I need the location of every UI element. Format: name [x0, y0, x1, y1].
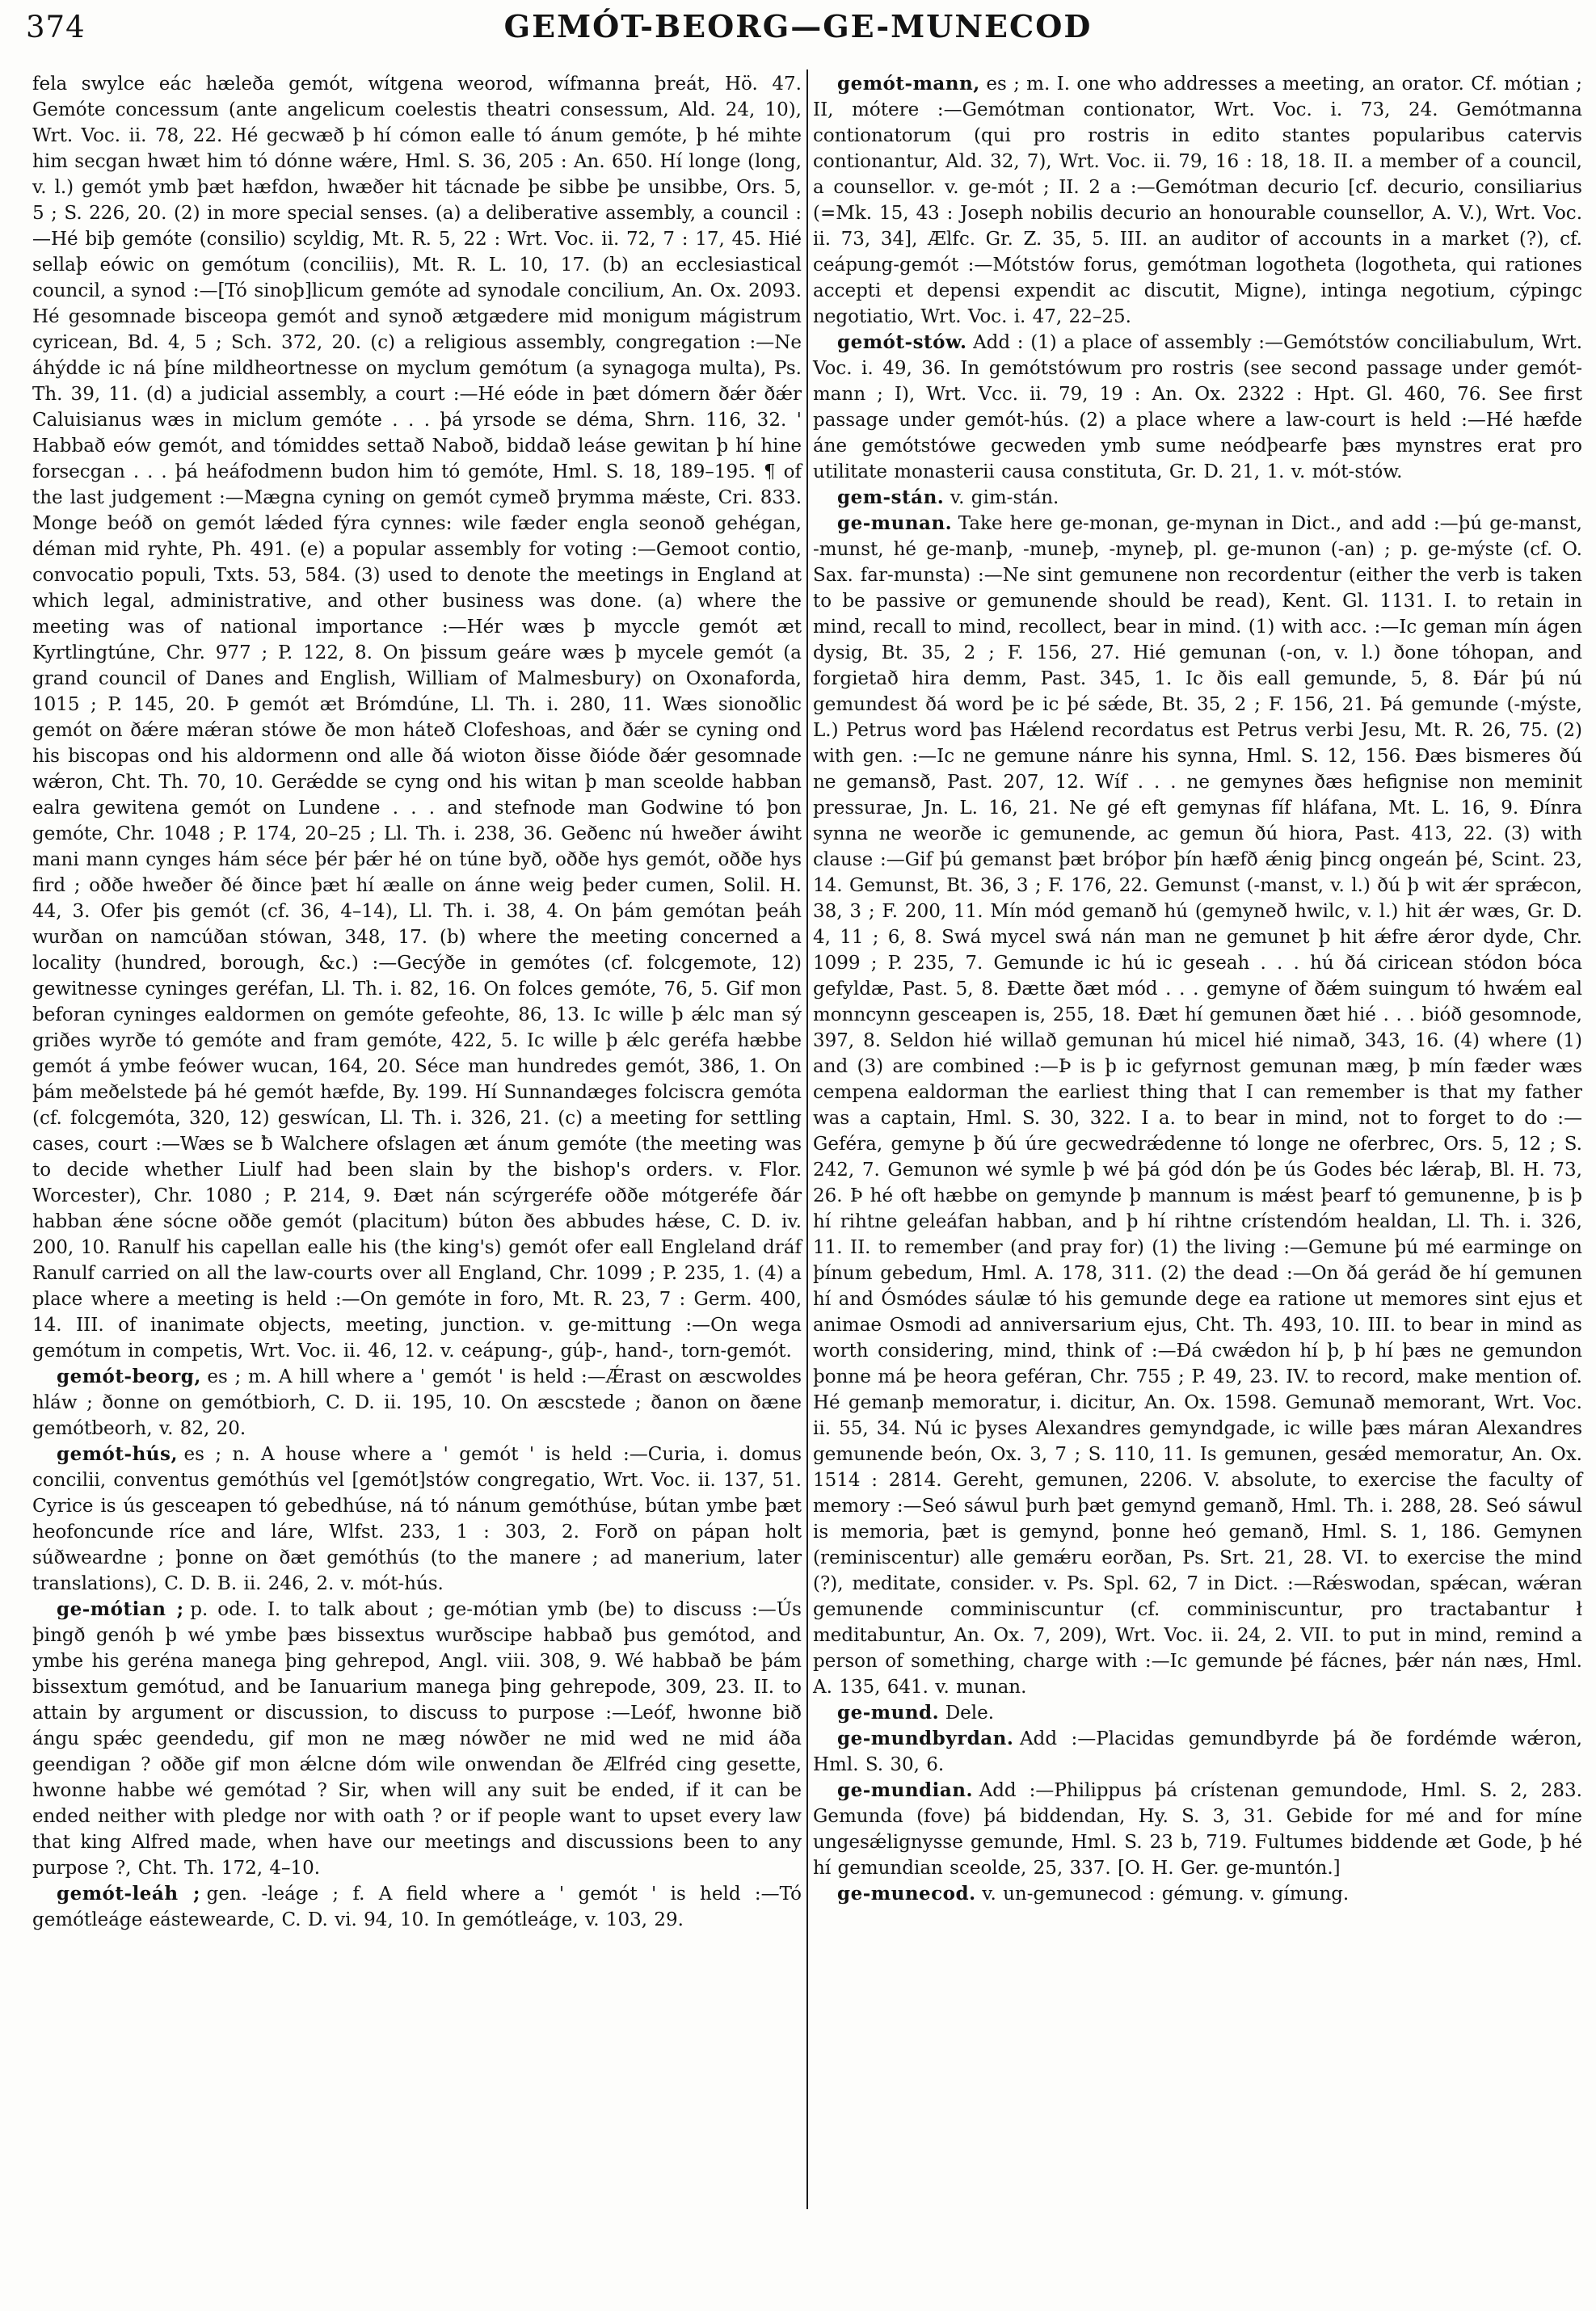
entry-headword: gemót-stów. [837, 331, 967, 353]
entry-body: es ; m. I. one who addresses a meeting, an orator. Cf. mótian ; II, mótere :—Gemótman contionator, Wrt. Voc. i. 73, 24. Gemótmanna contionatorum (qui pro rostris in edito stantes popularibus catervis contionantur, Ald. 32, 7), Wrt. Voc. ii. 79, 16 : 18, 18. II. a member of a council, a counsellor. v. ge-mót ; II. 2 a :—Gemótman decurio [cf. decurio, consiliarius (=Mk. 15, 43 : Joseph nobilis decurio an honourable counsellor, A. V.), Wrt. Voc. ii. 73, 34], Ælfc. Gr. Z. 35, 5. III. an auditor of accounts in a market (?), cf. ceápung-gemót :—Mótstów forus, gemótman logotheta (logotheta, qui rationes accepti et depensi expendit ac discutit, Migne), intinga negotium, cýpingc negotiatio, Wrt. Voc. i. 47, 22–25. [813, 74, 1582, 327]
entry-headword: ge-mund. [837, 1702, 940, 1724]
entry-gemot-stow [813, 330, 1582, 485]
page-title: GEMÓT-BEORG—GE-MUNECOD [503, 8, 1093, 44]
entry-body: fela swylce eác hæleða gemót, wítgena weorod, wífmanna þreát, Hö. 47. Gemóte concessum (ante angelicum coelestis theatri consessum, Ald. 24, 10), Wrt. Voc. ii. 78, 22. Hé gecwæð þ hí cómon ealle tó ánum gemóte, þ hé mihte him secgan hwæt him tó dónne wǽre, Hml. S. 36, 205 : An. 650. Hí longe (long, v. l.) gemót ymb þæt hæfdon, hwæðer hit tácnade þe sibbe þe unsibbe, Ors. 5, 5 ; S. 226, 20. (2) in more special senses. (a) a deliberative assembly, a council :—Hé biþ gemóte (consilio) scyldig, Mt. R. 5, 22 : Wrt. Voc. ii. 72, 7 : 17, 45. Hié sellaþ eówic on gemótum (conciliis), Mt. R. L. 10, 17. (b) an ecclesiastical council, a synod :—[Tó sinoþ]licum gemóte ad synodale concilium, An. Ox. 2093. Hé gesomnade bisceopa gemót and synoð ætgædere mid monigum mágistrum cyricean, Bd. 4, 5 ; Sch. 372, 20. (c) a religious assembly, congregation :—Ne áhýdde ic ná þíne mildheortnesse on myclum gemótum (a synagoga multa), Ps. Th. 39, 11. (d) a judicial assembly, a court :—Hé eóde in þæt dómern ðǽr ðǽr Caluisianus wæs in miclum gemóte . . . þá yrsode se déma, Shrn. 116, 32. ' Habbað eów gemót, and tómiddes settað Naboð, biddað leáse gewitan þ hí hine forsecgan . . . þá heáfodmenn budon him tó gemóte, Hml. S. 18, 189–195. ¶ of the last judgement :—Mægna cyning on gemót cymeð þrymma mǽste, Cri. 833. Monge beóð on gemót lǽded fýra cynnes: wile fæder engla seonoð gehégan, déman mid ryhte, Ph. 491. (e) a popular assembly for voting :—Gemoot contio, convocatio populi, Txts. 53, 584. (3) used to denote the meetings in England at which legal, administrative, and other business was done. (a) where the meeting was of national importance :—Hér wæs þ myccle gemót æt Kyrtlingtúne, Chr. 977 ; P. 122, 8. On þissum geáre wæs þ mycele gemót (a grand council of Danes and English, William of Malmesbury) on Oxonaforda, 1015 ; P. 145, 20. Þ gemót æt Brómdúne, Ll. Th. i. 280, 11. Wæs sionoðlic gemót on ðǽre mǽran stówe ðe mon háteð Clofeshoas, and ðǽr se cyning ond his biscopas ond his aldormenn ond alle ðá wioton ðisse ðióde ðǽr gesomnade wǽron, Cht. Th. 70, 10. Gerǽdde se cyng ond his witan þ man sceolde habban ealra gewitena gemót on Lundene . . . and stefnode man Godwine tó þon gemóte, Chr. 1048 ; P. 174, 20–25 ; Ll. Th. i. 238, 36. Geðenc nú hweðer áwiht mani mann cynges hám séce þér þǽr hé on túne byð, oððe hys gemót, oððe hys fird ; oððe hweðer ðé ðince þæt hí æalle on ánne weig þeder cumen, Solil. H. 44, 3. Ofer þis gemót (cf. 36, 4–14), Ll. Th. i. 38, 4. On þám gemótan þeáh wurðan on namcúðan stówan, 348, 17. (b) where the meeting concerned a locality (hundred, borough, &c.) :—Gecýðe in gemótes (cf. folcgemote, 12) gewitnesse cyninges geréfan, Ll. Th. i. 82, 16. On folces gemóte, 76, 5. Gif mon beforan cyninges ealdormen on gemóte gefeohte, 86, 13. Ic wille þ ǽlc man sý griðes wyrðe tó gemóte and fram gemóte, 422, 5. Ic wille þ ǽlc geréfa hæbbe gemót á ymbe feówer wucan, 164, 20. Séce man hundredes gemót, 386, 1. On þám meðelstede þá hé gemót hæfde, By. 199. Hí Sunnandæges folciscra gemóta (cf. folcgemóta, 320, 12) geswícan, Ll. Th. i. 326, 21. (c) a meeting for settling cases, court :—Wæs se ƀ Walchere ofslagen æt ánum gemóte (the meeting was to decide whether Liulf had been slain by the bishop's orders. v. Flor. Worcester), Chr. 1080 ; P. 214, 9. Ðæt nán scýrgeréfe oððe mótgeréfe ðár habban ǽne sócne oððe gemót (placitum) búton ðes abbudes hǽse, C. D. iv. 200, 10. Ranulf his capellan ealle his (the king's) gemót ofer eall Engleland dráf Ranulf carried on all the law-courts over all England, Chr. 1099 ; P. 235, 1. (4) a place where a meeting is held :—On gemóte in foro, Mt. R. 23, 7 : Germ. 400, 14. III. of inanimate objects, meeting, junction. v. ge-mittung :—On wega gemótum in competis, Wrt. Voc. ii. 46, 12. v. ceápung-, gúþ-, hand-, torn-gemót. [32, 74, 802, 1362]
right-column [813, 71, 1582, 1907]
entry-body: p. ode. I. to talk about ; ge-mótian ymb (be) to discuss :—Ús þingð genóh þ wé ymbe þæs bissextus wurðscipe habbað þus gemótod, and ymbe his geréna manega þing gehrepod, Angl. viii. 308, 9. Wé habbað be þám bissextum gemótud, and be Ianuarium manega þing gehrepode, 309, 23. II. to attain by argument or discussion, to discuss to purpose :—Leóf, hwonne bið ángu spǽc geendedu, gif mon ne mæg nówðer ne mid wed ne mid áða geendigan ? oððe gif mon ǽlcne dóm wile onwendan ðe Ælfréd cing gesette, hwonne habbe wé gemótad ? Sir, when will any suit be ended, if it can be ended neither with pledge nor with oath ? or if people want to upset every law that king Alfred made, when have our meetings and discussions been to any purpose ?, Cht. Th. 172, 4–10. [32, 1599, 802, 1879]
entry-headword: gemót-leáh ; [57, 1883, 201, 1905]
entry-headword: gemót-hús, [57, 1443, 178, 1465]
entry-body: Add :—Placidas gemundbyrde þá ðe fordémde wǽron, Hml. S. 30, 6. [813, 1728, 1582, 1775]
left-column [32, 71, 802, 1933]
entry-body: gen. -leáge ; f. A field where a ' gemót ' is held :—Tó gemótleáge eástewearde, C. D. vi. 94, 10. In gemótleáge, v. 103, 29. [32, 1884, 802, 1930]
entry-gemot-mann [813, 71, 1582, 330]
entry-ge-mund [813, 1700, 1582, 1726]
entry-headword: ge-mótian ; [57, 1598, 184, 1620]
entry-ge-mundian [813, 1778, 1582, 1881]
entry-continuation-ge-mot [32, 71, 802, 1364]
entry-gemot-leah [32, 1881, 802, 1933]
entry-body: Dele. [945, 1703, 995, 1724]
entry-body: Add : (1) a place of assembly :—Gemótstów conciliabulum, Wrt. Voc. i. 49, 36. In gemótstówum pro rostris (see second passage under gemót-mann ; I), Wrt. Vcc. ii. 79, 19 : An. Ox. 2322 : Hpt. Gl. 460, 76. See first passage under gemót-hús. (2) a place where a law-court is held :—Hé hæfde áne gemótstówe gecweden ymb sume neódþearfe þæs mynstres erat pro utilitate monasterii causa constituta, Gr. D. 21, 1. v. mót-stów. [813, 332, 1582, 482]
entry-ge-munan [813, 511, 1582, 1700]
entry-headword: ge-munan. [837, 512, 953, 534]
entry-ge-munecod [813, 1881, 1582, 1907]
entry-headword: gem-stán. [837, 486, 945, 508]
entry-body: es ; n. A house where a ' gemót ' is held :—Curia, i. domus concilii, conventus gemóthús vel [gemót]stów congregatio, Wrt. Voc. ii. 137, 51. Cyrice is ús gesceapen tó gebedhúse, ná tó nánum gemóthúse, bútan ymbe þæt heofoncunde ríce and láre, Wlfst. 233, 1 : 303, 2. Forð on pápan holt súðweardne ; þonne on ðæt gemóthús (to the manere ; ad manerium, later translations), C. D. B. ii. 246, 2. v. mót-hús. [32, 1444, 802, 1594]
entry-headword: ge-munecod. [837, 1883, 976, 1905]
entry-gem-stan [813, 485, 1582, 511]
entry-body: v. gim-stán. [950, 487, 1059, 508]
entry-headword: ge-mundian. [837, 1779, 973, 1801]
entry-gemot-hus [32, 1442, 802, 1597]
entry-body: v. un-gemunecod : gémung. v. gímung. [982, 1884, 1350, 1905]
column-divider [806, 69, 808, 2209]
entry-headword: ge-mundbyrdan. [837, 1728, 1014, 1749]
page-number: 374 [26, 10, 86, 44]
entry-headword: gemót-mann, [837, 73, 980, 95]
entry-ge-mundbyrdan [813, 1726, 1582, 1778]
entry-body: es ; m. A hill where a ' gemót ' is held :—Ǽrast on æscwoldes hláw ; ðonne on gemótbiorh, C. D. ii. 195, 10. On æscstede ; ðanon on ðæne gemótbeorh, v. 82, 20. [32, 1366, 802, 1439]
entry-headword: gemót-beorg, [57, 1366, 201, 1387]
entry-ge-motian [32, 1597, 802, 1881]
entry-body: Add :—Philippus þá crístenan gemundode, Hml. S. 2, 283. Gemunda (fove) þá biddendan, Hy. S. 3, 31. Gebide for mé and for míne ungesǽlignysse gemunde, Hml. S. 23 b, 719. Fultumes biddende æt Gode, þ hé hí gemundian sceolde, 25, 337. [O. H. Ger. ge-muntón.] [813, 1780, 1582, 1879]
entry-gemot-beorg [32, 1364, 802, 1442]
entry-body: Take here ge-monan, ge-mynan in Dict., and add :—þú ge-manst, -munst, hé ge-manþ, -muneþ, -myneþ, pl. ge-munon (-an) ; p. ge-mýste (cf. O. Sax. far-munsta) :—Ne sint gemunene non recordentur (either the verb is taken to be passive or gemunende should be read), Kent. Gl. 1131. I. to retain in mind, recall to mind, recollect, bear in mind. (1) with acc. :—Ic geman mín ágen dysig, Bt. 35, 2 ; F. 156, 27. Hié gemunan (-on, v. l.) ðone tóhopan, and forgietað hira demm, Past. 345, 1. Ic ðis eall gemunde, 5, 8. Ðár þú nú gemundest ðá word þe ic þé sǽde, Bt. 35, 2 ; F. 156, 21. Þá gemunde (-mýste, L.) Petrus word þas Hǽlend recordatus est Petrus verbi Jesu, Mt. R. 26, 75. (2) with gen. :—Ic ne gemune nánre his synna, Hml. S. 12, 156. Ðæs bismeres ðú ne gemansð, Past. 207, 12. Wíf . . . ne gemynes ðæs hefignise non meminit pressurae, Jn. L. 16, 21. Ne gé eft gemynas fíf hláfana, Mt. L. 16, 9. Ðínra synna ne weorðe ic gemunende, ac gemun ðú hiora, Past. 413, 22. (3) with clause :—Gif þú gemanst þæt bróþor þín hæfð ǽnig þincg ongeán þé, Scint. 23, 14. Gemunst, Bt. 36, 3 ; F. 176, 22. Gemunst (-manst, v. l.) ðú þ wit ǽr sprǽcon, 38, 3 ; F. 200, 11. Mín mód gemanð hú (gemyneð hwilc, v. l.) hit ǽr wæs, Gr. D. 4, 11 ; 6, 8. Swá mycel swá nán man ne gemunet þ hit ǽfre ǽror dyde, Chr. 1099 ; P. 235, 7. Gemunde ic hú ic geseah . . . hú ðá ciricean stódon bóca gefyldæ, Past. 5, 8. Ðætte ðæt mód . . . gemyne of ðǽm suingum tó hwǽm eal monncynn gesceapen is, 255, 18. Ðæt hí gemunen ðæt hié . . . bióð gesomnode, 397, 8. Seldon hié willað gemunan hú micel hié nimað, 343, 16. (4) where (1) and (3) are combined :—Þ is þ ic gefyrnost gemunan mæg, þ mín fæder wæs cempena ealdorman the earliest thing that I can remember is that my father was a captain, Hml. S. 30, 322. I a. to bear in mind, not to forget to do :—Geféra, gemyne þ ðú úre gecwedrǽdenne tó longe ne oferbrec, Ors. 5, 12 ; S. 242, 7. Gemunon wé symle þ wé þá gód dón þe ús Godes béc lǽraþ, Bl. H. 73, 26. Þ hé oft hæbbe on gemynde þ mannum is mǽst þearf tó gemunenne, þ is þ hí rihtne geleáfan habban, and þ hí rihtne crístendóm healdan, Ll. Th. i. 326, 11. II. to remember (and pray for) (1) the living :—Gemune þú mé earminge on þínum gebedum, Hml. A. 178, 311. (2) the dead :—On ðá gerád ðe hí gemunen hí and Ósmódes sáulæ tó his gemunde dege ea ratione ut memores sint ejus et animae Osmodi ad anniversarium ejus, Cht. Th. 493, 10. III. to bear in mind as worth considering, mind, think of :—Ðá cwǽdon hí þ, þ hí þæs ne gemundon þonne má þe heora geféran, Chr. 755 ; P. 49, 23. IV. to record, make mention of. Hé gemanþ memoratur, i. dicitur, An. Ox. 1598. Gemunað memorant, Wrt. Voc. ii. 55, 34. Nú ic þyses Alexandres gemyndgade, ic wille þæs máran Alexandres gemunende beón, Ox. 3, 7 ; S. 110, 11. Is gemunen, gesǽd memoratur, An. Ox. 1514 : 2814. Gereht, gemunen, 2206. V. absolute, to exercise the faculty of memory :—Seó sáwul þurh þæt gemynd gemanð, Hml. Th. i. 288, 28. Seó sáwul is memoria, þæt is gemynd, þonne heó gemanð, Hml. S. 1, 186. Gemynen (reminiscentur) alle gemǽru eorðan, Ps. Srt. 21, 28. VI. to exercise the mind (?), meditate, consider. v. Ps. Spl. 62, 7 in Dict. :—Rǽswodan, spǽcan, wǽran gemunende comminiscuntur (cf. comminiscuntur, pro tractabantur ł meditabuntur, An. Ox. 7, 209), Wrt. Voc. ii. 24, 2. VII. to put in mind, remind a person of something, charge with :—Ic gemunde þé fácnes, þǽr nán næs, Hml. A. 135, 641. v. munan. [813, 513, 1582, 1698]
